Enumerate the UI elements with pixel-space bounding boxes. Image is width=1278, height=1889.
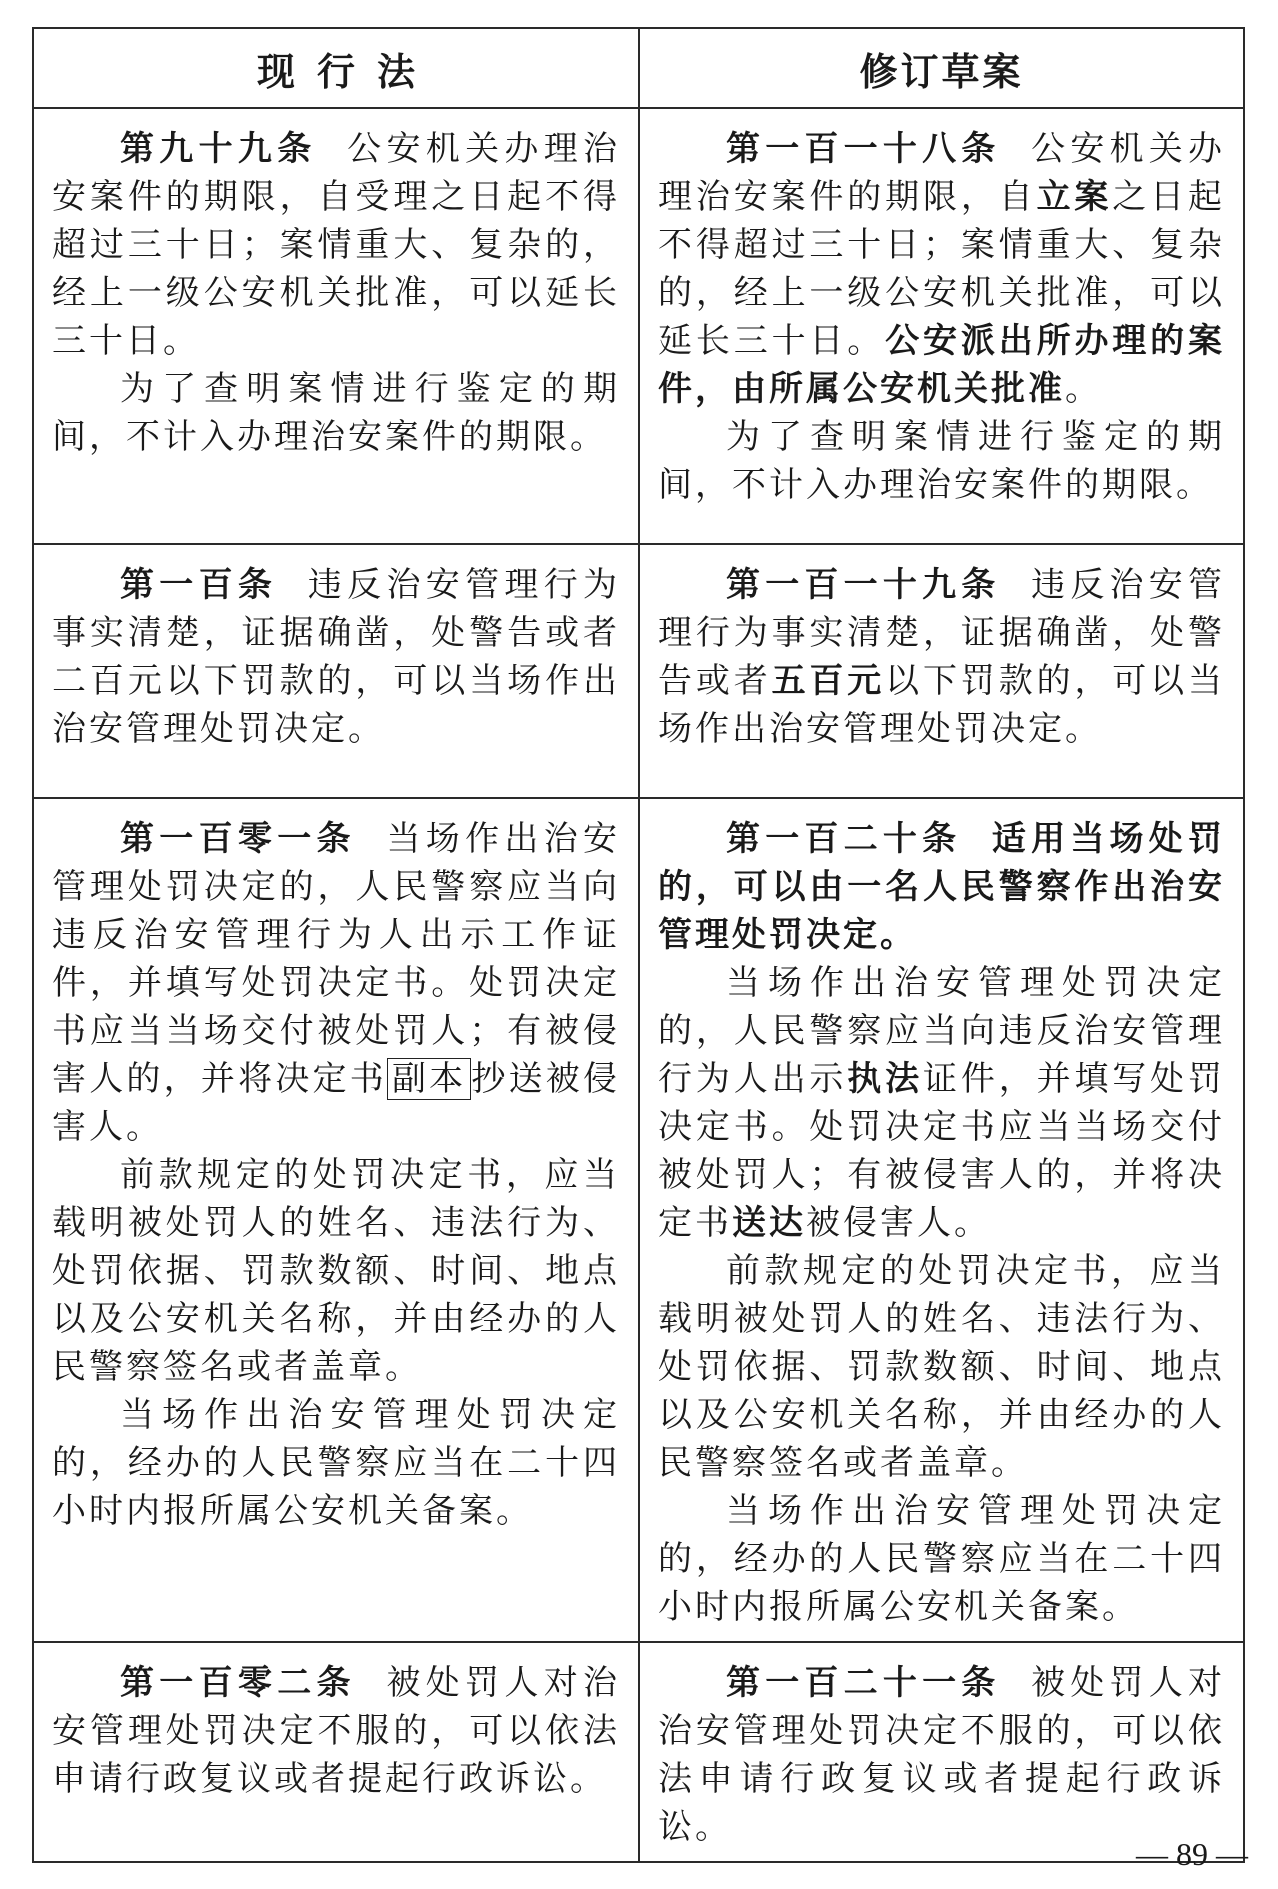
page-number: — 89 — [1136,1836,1248,1872]
amended-text: 送达 [732,1203,806,1243]
article-text: 被处罚人对治安管理处罚决定不服的，可以依法申请行政复议或者提起行政诉讼。 [52,1663,621,1799]
comparison-table [32,27,1245,1863]
article-text: 当场作出治安管理处罚决定的，人民警察应当向违反治安管理行为人出示 [658,963,1225,1099]
article-paragraph [52,815,620,1151]
article-text: 当场作出治安管理处罚决定的，经办的人民警察应当在二十四小时内报所属公安机关备案。 [52,1395,620,1531]
article-paragraph [658,1659,1225,1851]
article-number: 第一百一十九条 [726,565,1001,605]
article-paragraph [52,125,620,365]
article-text: 当场作出治安管理处罚决定的，人民警察应当向违反治安管理行为人出示工作证件，并填写处罚决定书。处罚决定书应当当场交付被处罚人；有被侵害人的，并将决定书 [52,819,621,1099]
article-text: 前款规定的处罚决定书，应当载明被处罚人的姓名、违法行为、处罚依据、罚款数额、时间、地点以及公安机关名称，并由经办的人民警察签名或者盖章。 [658,1251,1225,1483]
article-paragraph [658,1247,1225,1487]
article-number: 第九十九条 [120,129,317,169]
article-number: 第一百零二条 [120,1663,356,1703]
article-text: 公安机关办理治安案件的期限，自受理之日起不得超过三十日；案情重大、复杂的，经上一级公安机关批准，可以延长三十日。 [52,129,621,361]
article-text: 违反治安管理行为事实清楚，证据确凿，处警告或者二百元以下罚款的，可以当场作出治安管理处罚决定。 [52,565,621,749]
table-row [33,1642,1244,1862]
current-law-cell [33,798,639,1642]
article-number: 第一百条 [120,565,278,605]
current-law-cell [33,108,639,544]
amended-text: 公安派出所办理的案件，由所属公安机关批准 [658,321,1226,409]
header-current-law: 现行法 [33,28,639,108]
current-law-cell [33,1642,639,1862]
article-text: 为了查明案情进行鉴定的期间，不计入办理治安案件的期限。 [658,417,1225,505]
article-text: 证件，并填写处罚决定书。处罚决定书应当当场交付被处罚人；有被侵害人的，并将决定书 [658,1059,1226,1243]
article-text: 以下罚款的，可以当场作出治安管理处罚决定。 [658,661,1226,749]
header-revised-draft: 修订草案 [639,28,1244,108]
article-paragraph [658,1487,1225,1631]
table-row [33,544,1244,798]
deleted-text-box: 副本 [387,1058,471,1100]
article-paragraph [52,1391,620,1535]
article-paragraph [658,125,1225,413]
article-number: 第一百零一条 [120,819,356,859]
article-text: 违反治安管理行为事实清楚，证据确凿，处警告或者 [658,565,1225,701]
article-text: 被处罚人对治安管理处罚决定不服的，可以依法申请行政复议或者提起行政诉讼。 [658,1663,1225,1847]
revised-draft-cell [639,1642,1244,1862]
table-row [33,798,1244,1642]
article-paragraph [658,815,1225,959]
table-header-row [33,28,1244,108]
revised-draft-cell [639,108,1244,544]
article-number: 第一百一十八条 [726,129,1001,169]
article-number: 第一百二十一条 [726,1663,1001,1703]
current-law-cell [33,544,639,798]
article-paragraph [52,365,620,461]
amended-text: 适用当场处罚的，可以由一名人民警察作出治安管理处罚决定。 [658,819,1225,955]
article-number: 第一百二十条 [726,819,962,859]
revised-draft-cell [639,798,1244,1642]
article-paragraph [658,413,1225,509]
amended-text: 立案 [1036,177,1113,217]
article-text: 前款规定的处罚决定书，应当载明被处罚人的姓名、违法行为、处罚依据、罚款数额、时间、地点以及公安机关名称，并由经办的人民警察签名或者盖章。 [52,1155,620,1387]
article-text: 抄送被侵害人。 [52,1059,621,1147]
revised-draft-cell [639,544,1244,798]
amended-text: 执法 [847,1059,924,1099]
article-paragraph [658,561,1225,753]
article-paragraph [52,1151,620,1391]
article-text: 之日起不得超过三十日；案情重大、复杂的，经上一级公安机关批准，可以延长三十日。 [658,177,1226,361]
article-text: 公安机关办理治安案件的期限，自 [658,129,1225,217]
article-paragraph [658,959,1225,1247]
article-text: 为了查明案情进行鉴定的期间，不计入办理治安案件的期限。 [52,369,620,457]
amended-text: 五百元 [771,661,886,701]
article-text: 当场作出治安管理处罚决定的，经办的人民警察应当在二十四小时内报所属公安机关备案。 [658,1491,1225,1627]
article-paragraph [52,561,620,753]
table-row [33,108,1244,544]
article-paragraph [52,1659,620,1803]
article-text: 被侵害人。 [806,1203,991,1243]
article-text: 。 [1065,369,1102,409]
